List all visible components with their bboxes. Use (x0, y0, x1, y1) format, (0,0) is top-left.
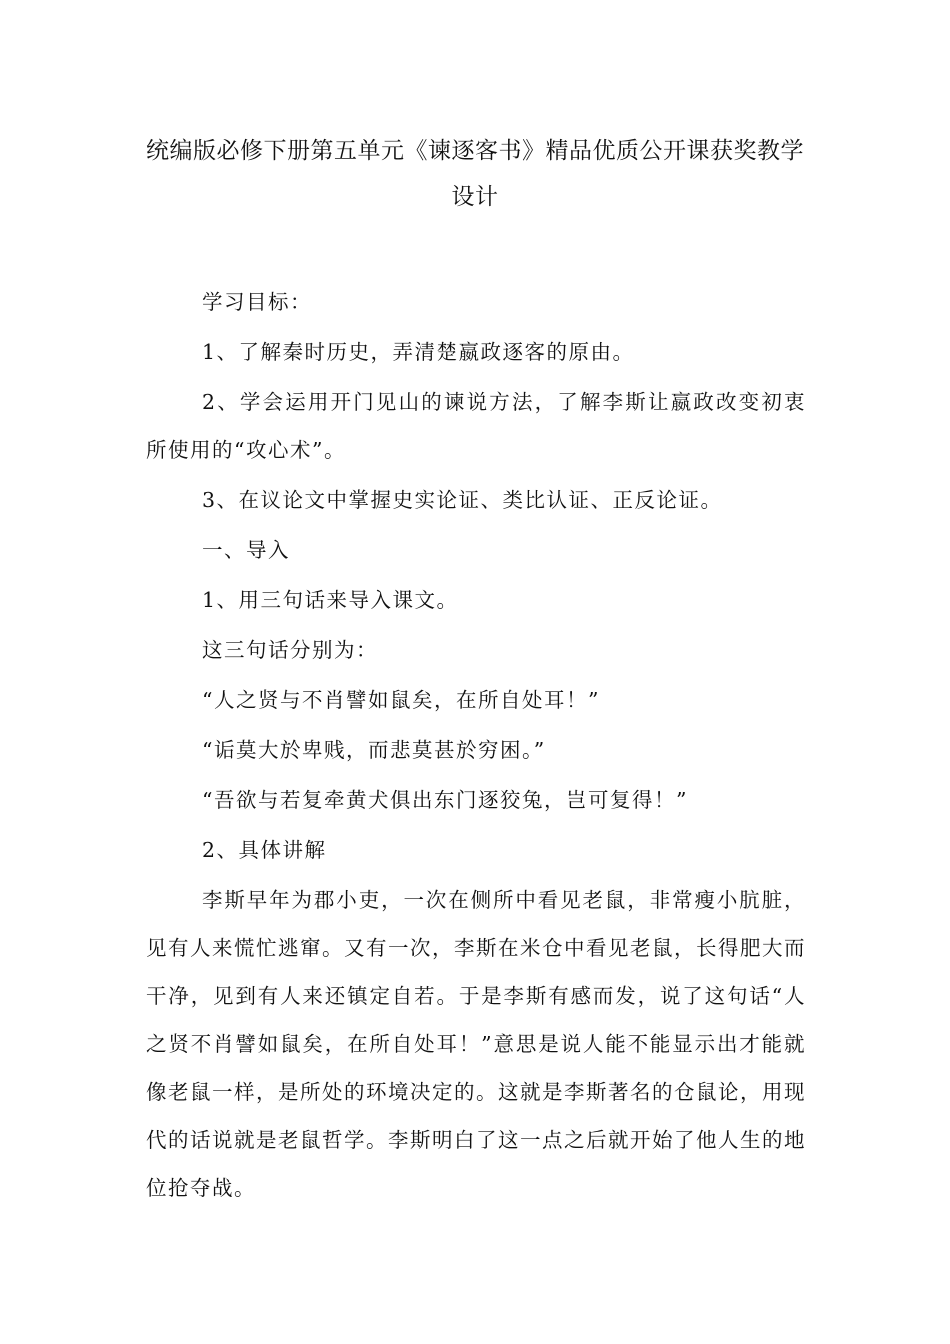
paragraph-quote-1: “人之贤与不肖譬如鼠矣，在所自处耳！” (202, 688, 600, 712)
paragraph-quote-3: “吾欲与若复牵黄犬俱出东门逐狡兔，岂可复得！” (202, 788, 688, 812)
paragraph-quote-2: “诟莫大於卑贱，而悲莫甚於穷困。” (202, 738, 546, 762)
paragraph-three-sentences-lead: 这三句话分别为： (202, 638, 378, 662)
paragraph-section-intro-heading: 一、导入 (202, 538, 290, 562)
paragraph-explanation: 李斯早年为郡小吏，一次在侧所中看见老鼠，非常瘦小肮脏，见有人来慌忙逃窜。又有一次，李斯在米仓中看见老鼠，长得肥大而干净，见到有人来还镇定自若。于是李斯有感而发，说了这句话“人之贤不肖譬如鼠矣，在所自处耳！”意思是说人能不能显示出才能就像老鼠一样，是所处的环境决定的。这就是李斯著名的仓鼠论，用现代的话说就是老鼠哲学。李斯明白了这一点之后就开始了他人生的地位抢夺战。 (146, 888, 806, 1200)
paragraph-learning-goals-heading: 学习目标： (202, 290, 312, 314)
paragraph-goal-3: 3、在议论文中掌握史实论证、类比认证、正反论证。 (202, 488, 723, 512)
paragraph-goal-1: 1、了解秦时历史，弄清楚嬴政逐客的原由。 (202, 340, 635, 364)
paragraph-intro-step-2: 2、具体讲解 (202, 838, 327, 862)
document-body (146, 278, 806, 1212)
paragraph-intro-step-1: 1、用三句话来导入课文。 (202, 588, 459, 612)
document-title: 统编版必修下册第五单元《谏逐客书》精品优质公开课获奖教学设计 (146, 138, 804, 210)
paragraph-goal-2: 2、学会运用开门见山的谏说方法，了解李斯让嬴政改变初衷所使用的“攻心术”。 (146, 390, 806, 462)
